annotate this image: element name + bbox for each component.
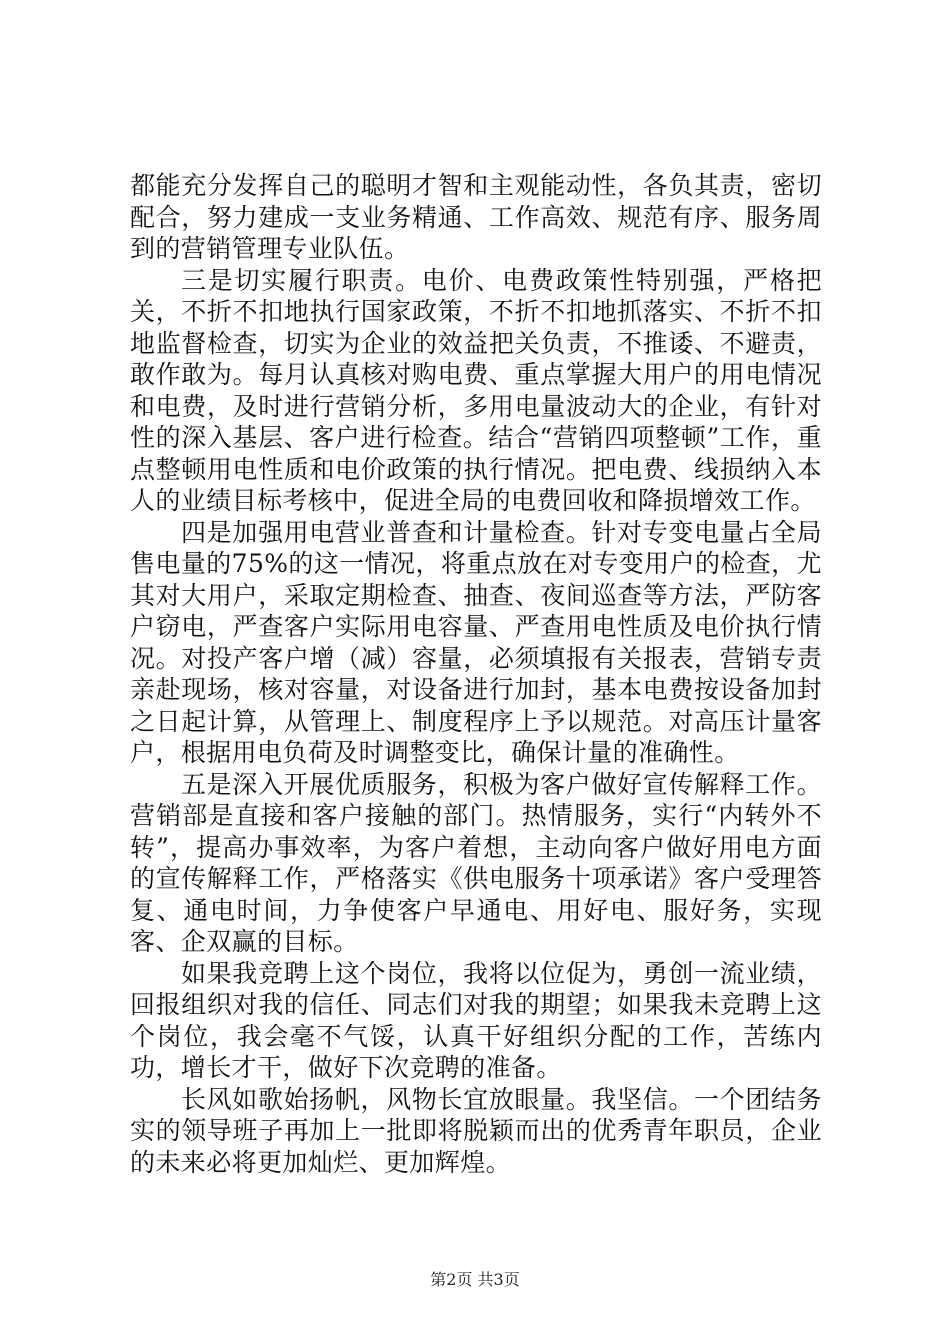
paragraph-5: 如果我竞聘上这个岗位，我将以位促为，勇创一流业绩，回报组织对我的信任、同志们对我的期望；如果我未竞聘上这个岗位，我会毫不气馁，认真干好组织分配的工作，苦练内功，增长才干，做好下次竞聘的准备。 bbox=[130, 958, 822, 1082]
paragraph-1: 都能充分发挥自己的聪明才智和主观能动性，各负其责，密切配合，努力建成一支业务精通、工作高效、规范有序、服务周到的营销管理专业队伍。 bbox=[130, 171, 822, 263]
paragraph-6: 长风如歌始扬帆，风物长宜放眼量。我坚信。一个团结务实的领导班子再加上一批即将脱颖而出的优秀青年职员，企业的未来必将更加灿烂、更加辉煌。 bbox=[130, 1084, 822, 1177]
document-body bbox=[130, 170, 822, 1178]
paragraph-3: 四是加强用电营业普查和计量检查。针对专变电量占全局售电量的75%的这一情况，将重点放在对专变用户的检查，尤其对大用户，采取定期检查、抽查、夜间巡查等方法，严防客户窃电，严查客户实际用电容量、严查用电性质及电价执行情况。对投产客户增（减）容量，必须填报有关报表，营销专责亲赴现场，核对容量，对设备进行加封，基本电费按设备加封之日起计算，从管理上、制度程序上予以规范。对高压计量客户，根据用电负荷及时调整变比，确保计量的准确性。 bbox=[130, 517, 822, 767]
paragraph-4: 五是深入开展优质服务，积极为客户做好宣传解释工作。营销部是直接和客户接触的部门。热情服务，实行“内转外不转”，提高办事效率，为客户着想，主动向客户做好用电方面的宣传解释工作，严格落实《供电服务十项承诺》客户受理答复、通电时间，力争使客户早通电、用好电、服好务，实现客、企双赢的目标。 bbox=[130, 769, 822, 956]
page-number-footer: 第2页 共3页 bbox=[430, 1270, 520, 1289]
paragraph-2: 三是切实履行职责。电价、电费政策性特别强，严格把关，不折不扣地执行国家政策，不折不扣地抓落实、不折不扣地监督检查，切实为企业的效益把关负责，不推诿、不避责，敢作敢为。每月认真核对购电费、重点掌握大用户的用电情况和电费，及时进行营销分析，多用电量波动大的企业，有针对性的深入基层、客户进行检查。结合“营销四项整顿”工作，重点整顿用电性质和电价政策的执行情况。把电费、线损纳入本人的业绩目标考核中，促进全局的电费回收和降损增效工作。 bbox=[130, 265, 822, 515]
